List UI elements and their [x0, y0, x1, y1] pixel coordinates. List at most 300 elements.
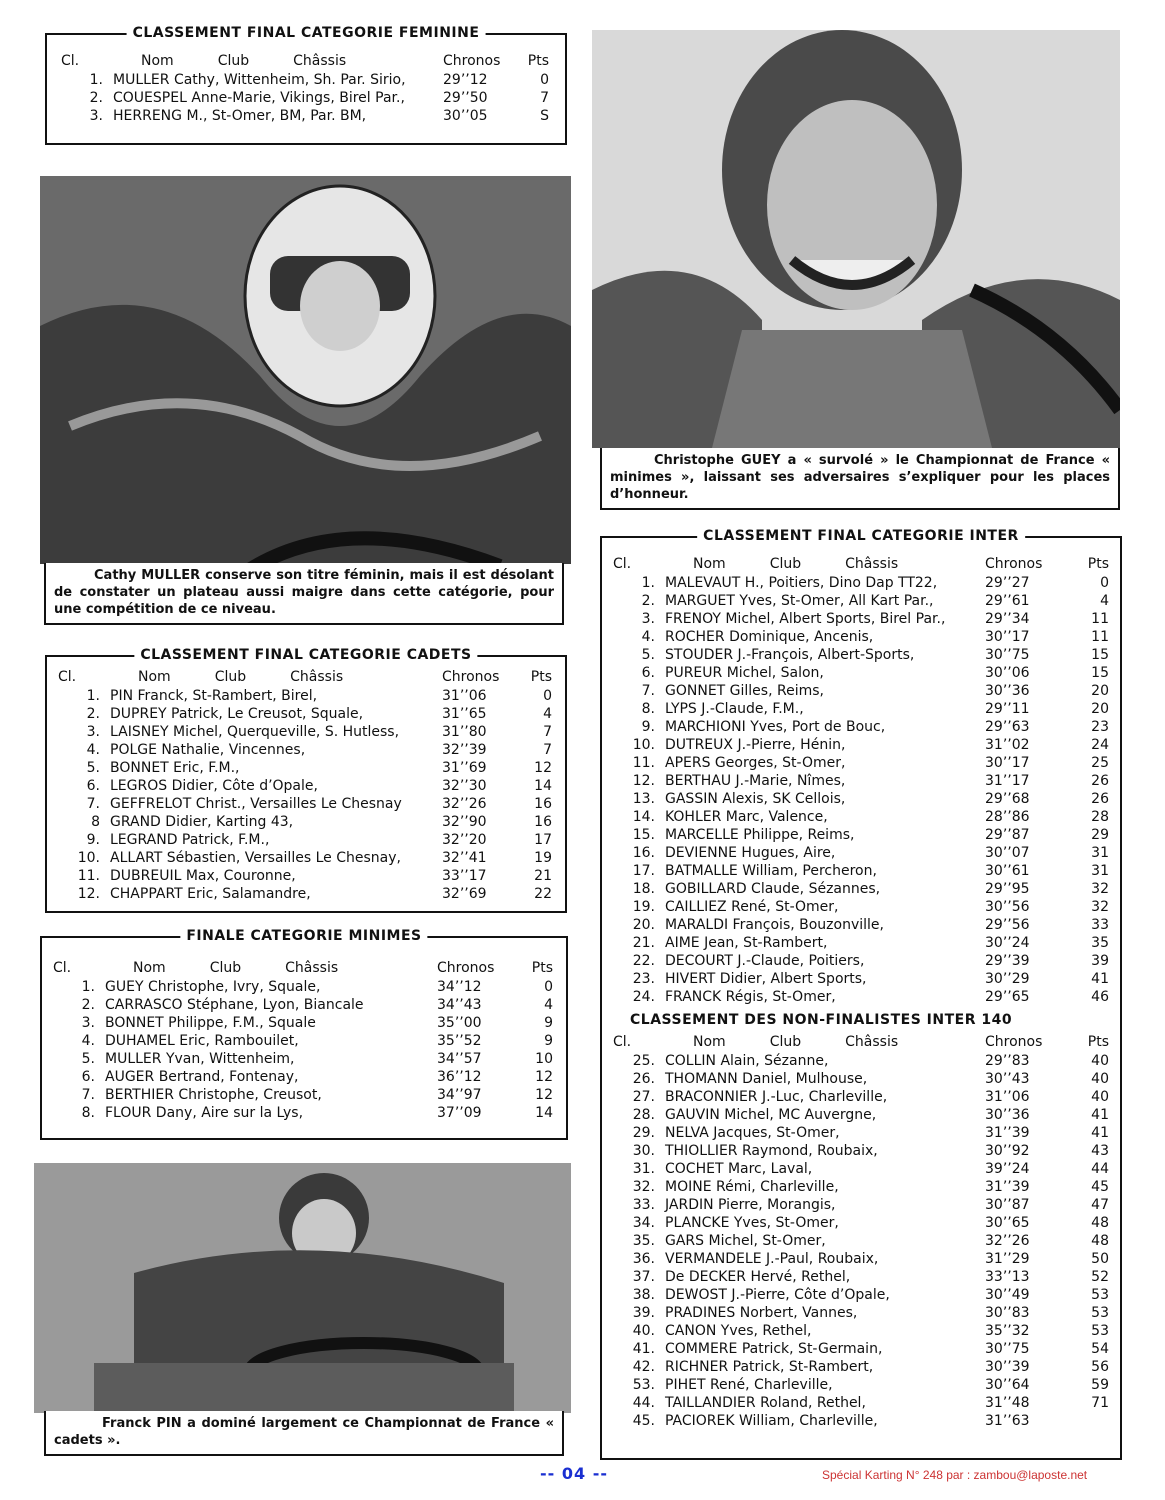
cell-chrono: 30’’06 [985, 665, 1030, 681]
cell-chrono: 32’’30 [442, 778, 487, 794]
table-row [50, 813, 560, 831]
cell-chrono: 30’’36 [985, 1107, 1030, 1123]
cell-points: 29 [1091, 827, 1109, 843]
cell-chrono: 30’’56 [985, 899, 1030, 915]
table-row [605, 1160, 1117, 1178]
cell-rank: 20. [632, 917, 655, 933]
caption-franck-pin: Franck PIN a dominé largement ce Championnat de France « cadets ». [44, 1411, 564, 1456]
table-row [605, 1124, 1117, 1142]
table-row [45, 1032, 561, 1050]
cell-name: POLGE Nathalie, Vincennes, [110, 742, 306, 758]
cell-name: COUESPEL Anne-Marie, Vikings, Birel Par., [113, 90, 405, 106]
cell-points: 50 [1091, 1251, 1109, 1267]
cell-chrono: 32’’39 [442, 742, 487, 758]
cell-points: 24 [1091, 737, 1109, 753]
cell-name: ROCHER Dominique, Ancenis, [665, 629, 874, 645]
cell-rank: 13. [632, 791, 655, 807]
header-cl: Cl. [613, 1034, 632, 1050]
header-nom-club-chassis [110, 667, 442, 687]
table-row [53, 107, 557, 125]
cell-rank: 10. [77, 850, 100, 866]
cell-rank: 5. [86, 760, 100, 776]
cell-points: 0 [543, 688, 552, 704]
header-chronos: Chronos [443, 53, 501, 69]
cell-name: BATMALLE William, Percheron, [665, 863, 877, 879]
table-row [605, 646, 1117, 664]
photo-franck-pin-image [34, 1163, 571, 1413]
header-cl: Cl. [61, 53, 80, 69]
cell-chrono: 29’’61 [985, 593, 1030, 609]
cell-rank: 5. [81, 1051, 95, 1067]
table-row [45, 1050, 561, 1068]
cell-chrono: 30’’43 [985, 1071, 1030, 1087]
table-row [50, 723, 560, 741]
cell-name: HIVERT Didier, Albert Sports, [665, 971, 867, 987]
cell-rank: 41. [632, 1341, 655, 1357]
cell-name: De DECKER Hervé, Rethel, [665, 1269, 851, 1285]
nonfinal-title: CLASSEMENT DES NON-FINALISTES INTER 140 [630, 1012, 1013, 1028]
cell-rank: 39. [632, 1305, 655, 1321]
table-row [605, 610, 1117, 628]
cell-chrono: 35’’00 [437, 1015, 482, 1031]
table-row [605, 1232, 1117, 1250]
cell-chrono: 30’’39 [985, 1359, 1030, 1375]
cell-chrono: 30’’49 [985, 1287, 1030, 1303]
cell-chrono: 34’’97 [437, 1087, 482, 1103]
cell-points: 44 [1091, 1161, 1109, 1177]
cell-points: 11 [1091, 629, 1109, 645]
minimes-title: FINALE CATEGORIE MINIMES [180, 928, 427, 944]
cell-name: DEVIENNE Hugues, Aire, [665, 845, 836, 861]
cell-chrono: 30’’83 [985, 1305, 1030, 1321]
cell-rank: 8 [91, 814, 100, 830]
cell-chrono: 31’’69 [442, 760, 487, 776]
cell-rank: 38. [632, 1287, 655, 1303]
caption-christophe-guey: Christophe GUEY a « survolé » le Championnat de France « minimes », laissant ses adversaires s’expliquer pour les places d’honneur. [600, 448, 1120, 510]
cell-name: DEWOST J.-Pierre, Côte d’Opale, [665, 1287, 890, 1303]
header-nom-club-chassis [665, 1032, 985, 1052]
cell-rank: 4. [81, 1033, 95, 1049]
header-chronos: Chronos [985, 1034, 1043, 1050]
cell-chrono: 31’’06 [442, 688, 487, 704]
cell-points: 59 [1091, 1377, 1109, 1393]
cell-points: 39 [1091, 953, 1109, 969]
cell-chrono: 29’’87 [985, 827, 1030, 843]
cell-chrono: 30’’07 [985, 845, 1030, 861]
cell-rank: 18. [632, 881, 655, 897]
cell-rank: 4. [641, 629, 655, 645]
cell-chrono: 30’’75 [985, 1341, 1030, 1357]
cell-points: 17 [534, 832, 552, 848]
cell-points: 0 [540, 72, 549, 88]
cell-chrono: 32’’41 [442, 850, 487, 866]
cell-chrono: 30’’61 [985, 863, 1030, 879]
header-nom: Nom [693, 556, 726, 572]
cell-chrono: 32’’26 [442, 796, 487, 812]
cell-chrono: 34’’57 [437, 1051, 482, 1067]
minimes-table [45, 958, 561, 1122]
cell-rank: 6. [81, 1069, 95, 1085]
photo-cathy-muller-image [40, 176, 571, 564]
cell-rank: 3. [81, 1015, 95, 1031]
header-nom: Nom [141, 53, 174, 69]
minimes-table-body [45, 978, 561, 1122]
cell-points: 41 [1091, 971, 1109, 987]
cell-chrono: 30’’92 [985, 1143, 1030, 1159]
table-row [50, 759, 560, 777]
cell-chrono: 29’’83 [985, 1053, 1030, 1069]
header-club: Club [217, 53, 250, 69]
table-row [50, 831, 560, 849]
cell-chrono: 30’’87 [985, 1197, 1030, 1213]
cell-chrono: 34’’43 [437, 997, 482, 1013]
table-row [605, 988, 1117, 1006]
cell-name: FRENOY Michel, Albert Sports, Birel Par., [665, 611, 946, 627]
cell-rank: 34. [632, 1215, 655, 1231]
table-row [605, 682, 1117, 700]
header-pts: Pts [1087, 556, 1109, 572]
table-row [605, 1268, 1117, 1286]
photo-christophe-guey-image [592, 30, 1120, 448]
cell-rank: 42. [632, 1359, 655, 1375]
caption-cathy-muller: Cathy MULLER conserve son titre féminin, mais il est désolant de constater un plateau aussi maigre dans cette catégorie, pour une compétition de ce niveau. [44, 563, 564, 625]
cell-rank: 3. [89, 108, 103, 124]
table-row [605, 952, 1117, 970]
cell-name: MARCHIONI Yves, Port de Bouc, [665, 719, 886, 735]
cell-chrono: 32’’20 [442, 832, 487, 848]
table-row [50, 687, 560, 705]
cell-points: 43 [1091, 1143, 1109, 1159]
cell-rank: 17. [632, 863, 655, 879]
cell-chrono: 29’’56 [985, 917, 1030, 933]
cell-chrono: 37’’09 [437, 1105, 482, 1121]
cell-rank: 36. [632, 1251, 655, 1267]
header-nom: Nom [138, 669, 171, 685]
cell-points: 0 [1100, 575, 1109, 591]
cell-chrono: 39’’24 [985, 1161, 1030, 1177]
cell-points: 71 [1091, 1395, 1109, 1411]
cell-name: DECOURT J.-Claude, Poitiers, [665, 953, 865, 969]
cell-rank: 26. [632, 1071, 655, 1087]
header-chassis: Châssis [845, 1034, 899, 1050]
cell-name: GONNET Gilles, Reims, [665, 683, 824, 699]
cell-name: TAILLANDIER Roland, Rethel, [665, 1395, 866, 1411]
cell-points: 28 [1091, 809, 1109, 825]
cell-chrono: 30’’05 [443, 108, 488, 124]
cell-rank: 35. [632, 1233, 655, 1249]
table-row [53, 89, 557, 107]
cell-points: 7 [543, 742, 552, 758]
table-row [605, 754, 1117, 772]
cell-rank: 5. [641, 647, 655, 663]
cell-chrono: 30’’17 [985, 629, 1030, 645]
cell-chrono: 35’’32 [985, 1323, 1030, 1339]
cell-chrono: 31’’39 [985, 1125, 1030, 1141]
table-row [50, 885, 560, 903]
cell-points: 15 [1091, 665, 1109, 681]
table-row [50, 849, 560, 867]
cell-name: MULLER Cathy, Wittenheim, Sh. Par. Sirio, [113, 72, 406, 88]
table-row [605, 700, 1117, 718]
table-row [605, 1250, 1117, 1268]
table-row [605, 592, 1117, 610]
cell-points: 7 [543, 724, 552, 740]
cell-rank: 25. [632, 1053, 655, 1069]
cell-chrono: 29’’95 [985, 881, 1030, 897]
table-row [605, 1196, 1117, 1214]
cell-name: HERRENG M., St-Omer, BM, Par. BM, [113, 108, 367, 124]
cell-name: AIME Jean, St-Rambert, [665, 935, 828, 951]
cell-points: S [540, 108, 549, 124]
cadets-title: CLASSEMENT FINAL CATEGORIE CADETS [134, 647, 477, 663]
table-row [50, 741, 560, 759]
cell-rank: 7. [86, 796, 100, 812]
cell-points: 22 [534, 886, 552, 902]
cell-points: 16 [534, 796, 552, 812]
header-club: Club [214, 669, 247, 685]
cell-points: 4 [544, 997, 553, 1013]
cell-rank: 9. [86, 832, 100, 848]
table-row [45, 1068, 561, 1086]
cell-rank: 2. [86, 706, 100, 722]
cell-chrono: 33’’13 [985, 1269, 1030, 1285]
cell-name: CHAPPART Eric, Salamandre, [110, 886, 311, 902]
cell-name: MALEVAUT H., Poitiers, Dino Dap TT22, [665, 575, 938, 591]
table-row [605, 772, 1117, 790]
cell-points: 45 [1091, 1179, 1109, 1195]
cell-rank: 30. [632, 1143, 655, 1159]
table-row [605, 1106, 1117, 1124]
header-club: Club [209, 960, 242, 976]
cell-name: THIOLLIER Raymond, Roubaix, [665, 1143, 878, 1159]
header-club: Club [769, 1034, 802, 1050]
cell-name: GUEY Christophe, Ivry, Squale, [105, 979, 321, 995]
cell-points: 32 [1091, 899, 1109, 915]
cadets-table [50, 667, 560, 903]
cell-name: LEGRAND Patrick, F.M., [110, 832, 270, 848]
cell-name: LYPS J.-Claude, F.M., [665, 701, 804, 717]
table-row [605, 1214, 1117, 1232]
cell-rank: 3. [86, 724, 100, 740]
cell-name: MARGUET Yves, St-Omer, All Kart Par., [665, 593, 934, 609]
table-header-row [50, 667, 560, 687]
cell-chrono: 29’’34 [985, 611, 1030, 627]
table-row [605, 736, 1117, 754]
cell-chrono: 29’’39 [985, 953, 1030, 969]
cell-rank: 32. [632, 1179, 655, 1195]
cell-name: GARS Michel, St-Omer, [665, 1233, 826, 1249]
cell-rank: 7. [81, 1087, 95, 1103]
cell-name: PRADINES Norbert, Vannes, [665, 1305, 858, 1321]
cell-rank: 10. [632, 737, 655, 753]
cell-chrono: 34’’12 [437, 979, 482, 995]
cell-rank: 21. [632, 935, 655, 951]
cell-name: AUGER Bertrand, Fontenay, [105, 1069, 299, 1085]
cell-rank: 11. [77, 868, 100, 884]
table-row [605, 916, 1117, 934]
cell-rank: 33. [632, 1197, 655, 1213]
cell-points: 11 [1091, 611, 1109, 627]
header-chassis: Châssis [285, 960, 339, 976]
cell-points: 48 [1091, 1233, 1109, 1249]
header-club: Club [769, 556, 802, 572]
table-row [605, 862, 1117, 880]
header-nom: Nom [693, 1034, 726, 1050]
table-row [605, 1052, 1117, 1070]
table-row [605, 1412, 1117, 1430]
cell-points: 12 [535, 1087, 553, 1103]
cell-points: 41 [1091, 1125, 1109, 1141]
cell-chrono: 31’’39 [985, 1179, 1030, 1195]
cell-chrono: 33’’17 [442, 868, 487, 884]
cell-points: 25 [1091, 755, 1109, 771]
cell-rank: 53. [632, 1377, 655, 1393]
header-cl: Cl. [53, 960, 72, 976]
cell-rank: 12. [632, 773, 655, 789]
cell-chrono: 36’’12 [437, 1069, 482, 1085]
cell-chrono: 29’’68 [985, 791, 1030, 807]
header-nom-club-chassis [113, 51, 443, 71]
cell-rank: 8. [641, 701, 655, 717]
cell-points: 14 [535, 1105, 553, 1121]
cell-points: 40 [1091, 1089, 1109, 1105]
cell-points: 0 [544, 979, 553, 995]
header-nom-club-chassis [665, 554, 985, 574]
cell-points: 23 [1091, 719, 1109, 735]
header-pts: Pts [1087, 1034, 1109, 1050]
cell-points: 54 [1091, 1341, 1109, 1357]
table-row [605, 1304, 1117, 1322]
header-chassis: Châssis [293, 53, 347, 69]
cell-rank: 15. [632, 827, 655, 843]
table-row [605, 1376, 1117, 1394]
cell-name: GRAND Didier, Karting 43, [110, 814, 294, 830]
inter-table-body [605, 574, 1117, 1006]
table-row [605, 1322, 1117, 1340]
cell-chrono: 30’’24 [985, 935, 1030, 951]
cell-rank: 28. [632, 1107, 655, 1123]
cell-chrono: 31’’80 [442, 724, 487, 740]
cell-rank: 16. [632, 845, 655, 861]
cell-name: MARALDI François, Bouzonville, [665, 917, 884, 933]
cadets-table-body [50, 687, 560, 903]
inter-results-box [600, 528, 1122, 1460]
cell-points: 4 [1100, 593, 1109, 609]
cell-name: PACIOREK William, Charleville, [665, 1413, 878, 1429]
cell-points: 15 [1091, 647, 1109, 663]
table-row [605, 880, 1117, 898]
cell-name: THOMANN Daniel, Mulhouse, [665, 1071, 868, 1087]
table-row [605, 898, 1117, 916]
cell-name: PUREUR Michel, Salon, [665, 665, 824, 681]
inter-title: CLASSEMENT FINAL CATEGORIE INTER [697, 528, 1025, 544]
cell-chrono: 31’’65 [442, 706, 487, 722]
cell-points: 9 [544, 1033, 553, 1049]
table-row [45, 1086, 561, 1104]
cell-points: 10 [535, 1051, 553, 1067]
cell-name: BONNET Eric, F.M., [110, 760, 240, 776]
cell-rank: 23. [632, 971, 655, 987]
cell-name: PIHET René, Charleville, [665, 1377, 833, 1393]
cell-chrono: 30’’36 [985, 683, 1030, 699]
cell-name: APERS Georges, St-Omer, [665, 755, 846, 771]
table-row [45, 1104, 561, 1122]
table-row [605, 1286, 1117, 1304]
feminine-table [53, 51, 557, 125]
cell-name: PIN Franck, St-Rambert, Birel, [110, 688, 318, 704]
cell-name: MARCELLE Philippe, Reims, [665, 827, 855, 843]
cell-rank: 2. [641, 593, 655, 609]
cell-chrono: 32’’90 [442, 814, 487, 830]
cell-points: 56 [1091, 1359, 1109, 1375]
cell-rank: 45. [632, 1413, 655, 1429]
cell-rank: 1. [89, 72, 103, 88]
cell-points: 16 [534, 814, 552, 830]
table-row [605, 1142, 1117, 1160]
feminine-title: CLASSEMENT FINAL CATEGORIE FEMININE [127, 25, 486, 41]
header-cl: Cl. [613, 556, 632, 572]
cell-rank: 1. [641, 575, 655, 591]
table-row [53, 71, 557, 89]
cell-chrono: 32’’69 [442, 886, 487, 902]
table-header-row [605, 554, 1117, 574]
cell-chrono: 30’’75 [985, 647, 1030, 663]
cell-name: ALLART Sébastien, Versailles Le Chesnay, [110, 850, 401, 866]
table-row [50, 867, 560, 885]
table-row [605, 826, 1117, 844]
cell-name: CAILLIEZ René, St-Omer, [665, 899, 839, 915]
cell-name: STOUDER J.-François, Albert-Sports, [665, 647, 915, 663]
header-pts: Pts [530, 669, 552, 685]
cell-name: MULLER Yvan, Wittenheim, [105, 1051, 295, 1067]
cell-rank: 19. [632, 899, 655, 915]
cell-name: LEGROS Didier, Côte d’Opale, [110, 778, 318, 794]
cell-points: 40 [1091, 1053, 1109, 1069]
table-row [45, 978, 561, 996]
header-nom-club-chassis [105, 958, 437, 978]
cell-name: GAUVIN Michel, MC Auvergne, [665, 1107, 877, 1123]
header-pts: Pts [527, 53, 549, 69]
cell-rank: 27. [632, 1089, 655, 1105]
table-row [605, 970, 1117, 988]
feminine-results-box [45, 25, 567, 145]
table-row [605, 574, 1117, 592]
cell-chrono: 29’’65 [985, 989, 1030, 1005]
cell-points: 53 [1091, 1305, 1109, 1321]
cell-chrono: 29’’27 [985, 575, 1030, 591]
header-chronos: Chronos [442, 669, 500, 685]
minimes-results-box [40, 928, 568, 1140]
inter-table [605, 554, 1117, 1006]
cell-name: NELVA Jacques, St-Omer, [665, 1125, 840, 1141]
table-row [50, 777, 560, 795]
header-chronos: Chronos [437, 960, 495, 976]
cell-points: 53 [1091, 1323, 1109, 1339]
cell-points: 31 [1091, 845, 1109, 861]
cell-chrono: 32’’26 [985, 1233, 1030, 1249]
cell-name: BRACONNIER J.-Luc, Charleville, [665, 1089, 888, 1105]
cell-rank: 24. [632, 989, 655, 1005]
header-pts: Pts [531, 960, 553, 976]
cell-rank: 29. [632, 1125, 655, 1141]
cell-points: 35 [1091, 935, 1109, 951]
photo-christophe-guey [592, 30, 1120, 448]
nonfinal-table [605, 1032, 1117, 1430]
cell-name: DUHAMEL Eric, Rambouilet, [105, 1033, 299, 1049]
footer-credit: Spécial Karting N° 248 par : zambou@laposte.net [822, 1468, 1088, 1482]
cell-rank: 11. [632, 755, 655, 771]
cell-rank: 6. [86, 778, 100, 794]
